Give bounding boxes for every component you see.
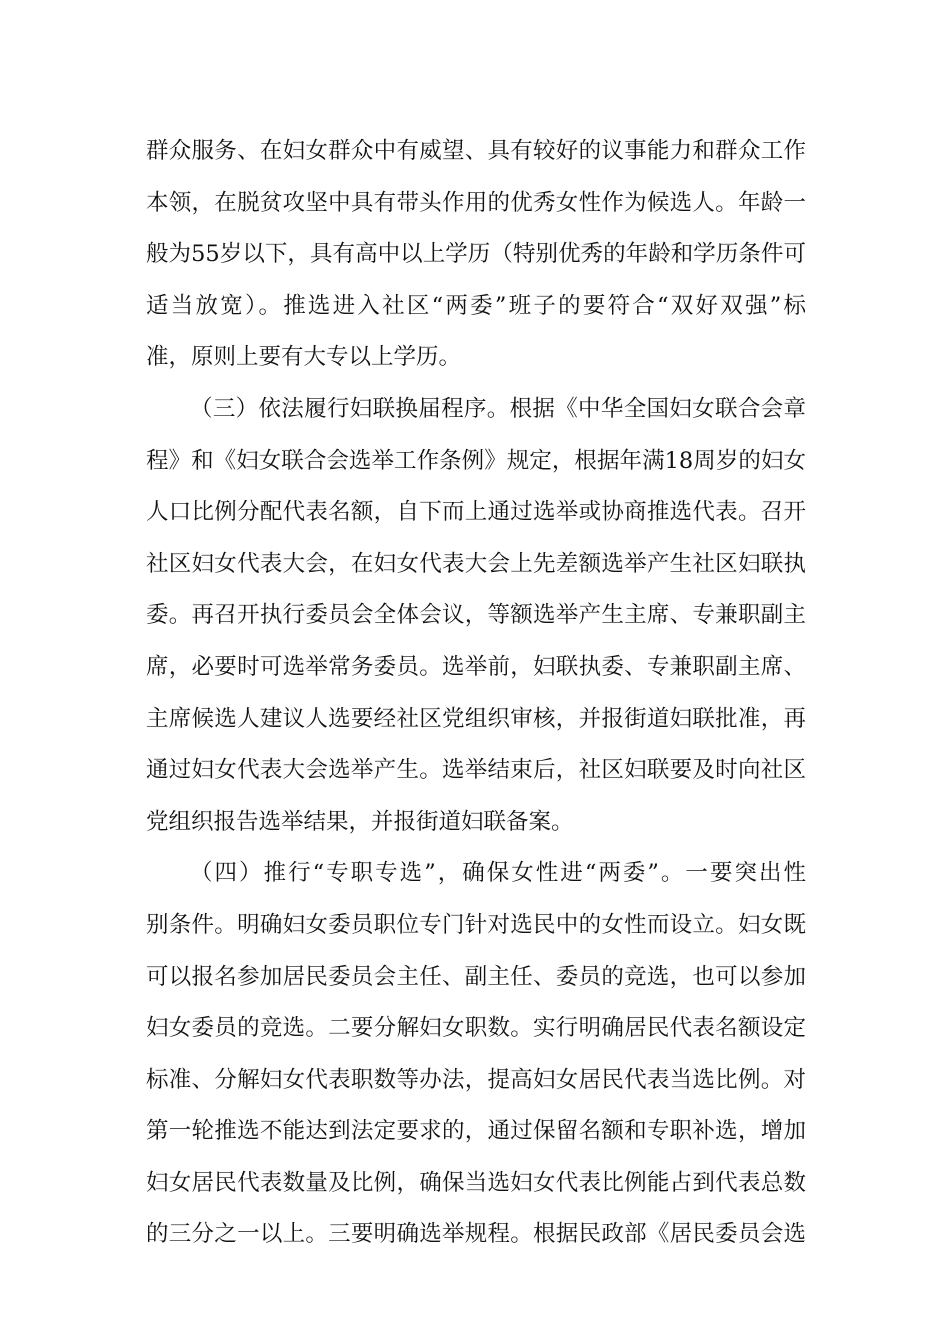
paragraph-line: 准，原则上要有大专以上学历。	[146, 344, 462, 371]
paragraph-line: 妇女委员的竞选。二要分解妇女职数。实行明确居民代表名额设定	[146, 1015, 806, 1042]
paragraph-line: 程》和《妇女联合会选举工作条例》规定，根据年满18周岁的妇女	[146, 447, 806, 474]
paragraph-2	[146, 384, 806, 848]
paragraph-line: 适当放宽）。推选进入社区“两委”班子的要符合“双好双强”标	[146, 292, 806, 319]
paragraph-line: 席，必要时可选举常务委员。选举前，妇联执委、专兼职副主席、	[146, 653, 806, 680]
paragraph-line: 可以报名参加居民委员会主任、副主任、委员的竞选，也可以参加	[146, 963, 806, 990]
paragraph-line: 般为55岁以下，具有高中以上学历（特别优秀的年龄和学历条件可	[146, 241, 806, 268]
paragraph-line: 的三分之一以上。三要明确选举规程。根据民政部《居民委员会选	[146, 1221, 806, 1248]
paragraph-line: 党组织报告选举结果，并报街道妇联备案。	[146, 808, 574, 835]
paragraph-line: 别条件。明确妇女委员职位专门针对选民中的女性而设立。妇女既	[146, 911, 806, 938]
paragraph-line: 人口比例分配代表名额，自下而上通过选举或协商推选代表。召开	[146, 499, 806, 526]
paragraph-line: （三）依法履行妇联换届程序。根据《中华全国妇女联合会章	[190, 395, 806, 422]
paragraph-line: 第一轮推选不能达到法定要求的，通过保留名额和专职补选，增加	[146, 1118, 806, 1145]
paragraph-line: 妇女居民代表数量及比例，确保当选妇女代表比例能占到代表总数	[146, 1169, 806, 1196]
paragraph-line: 通过妇女代表大会选举产生。选举结束后，社区妇联要及时向社区	[146, 757, 806, 784]
paragraph-3	[146, 848, 806, 1261]
paragraph-line: 本领，在脱贫攻坚中具有带头作用的优秀女性作为候选人。年龄一	[146, 189, 806, 216]
paragraph-1	[146, 126, 806, 384]
document-body	[146, 126, 806, 1261]
paragraph-line: （四）推行“专职专选”，确保女性进“两委”。一要突出性	[190, 860, 806, 887]
paragraph-line: 委。再召开执行委员会全体会议，等额选举产生主席、专兼职副主	[146, 602, 806, 629]
paragraph-line: 社区妇女代表大会，在妇女代表大会上先差额选举产生社区妇联执	[146, 550, 806, 577]
paragraph-line: 主席候选人建议人选要经社区党组织审核，并报街道妇联批准，再	[146, 705, 806, 732]
paragraph-line: 群众服务、在妇女群众中有威望、具有较好的议事能力和群众工作	[146, 138, 806, 164]
paragraph-line: 标准、分解妇女代表职数等办法，提高妇女居民代表当选比例。对	[146, 1066, 806, 1093]
